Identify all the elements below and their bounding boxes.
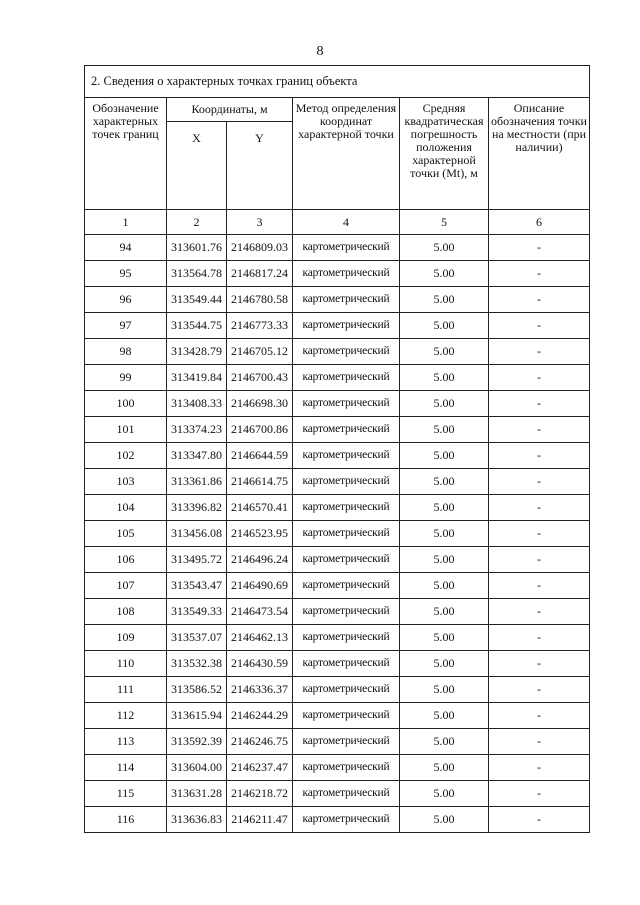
y-coordinate-cell: 2146237.47 [227,755,293,781]
y-coordinate-cell: 2146473.54 [227,599,293,625]
description-cell: - [489,625,590,651]
x-coordinate-cell: 313549.33 [167,599,227,625]
x-coordinate-cell: 313495.72 [167,547,227,573]
table-row [85,677,590,703]
point-name-cell: 109 [85,625,167,651]
method-cell: картометрический [293,599,400,625]
table-row [85,781,590,807]
error-cell: 5.00 [400,365,489,391]
x-coordinate-cell: 313408.33 [167,391,227,417]
y-coordinate-cell: 2146644.59 [227,443,293,469]
description-cell: - [489,729,590,755]
column-number: 5 [400,210,489,235]
description-cell: - [489,677,590,703]
table-row [85,755,590,781]
table-row [85,287,590,313]
column-number: 6 [489,210,590,235]
error-cell: 5.00 [400,417,489,443]
description-cell: - [489,703,590,729]
error-cell: 5.00 [400,651,489,677]
point-name-cell: 95 [85,261,167,287]
table-row [85,703,590,729]
point-name-cell: 115 [85,781,167,807]
method-cell: картометрический [293,287,400,313]
description-cell: - [489,781,590,807]
method-cell: картометрический [293,495,400,521]
table-row [85,495,590,521]
method-cell: картометрический [293,469,400,495]
error-cell: 5.00 [400,521,489,547]
y-coordinate-cell: 2146698.30 [227,391,293,417]
description-cell: - [489,755,590,781]
table-row [85,521,590,547]
x-coordinate-cell: 313549.44 [167,287,227,313]
table-row [85,807,590,833]
error-cell: 5.00 [400,261,489,287]
y-coordinate-cell: 2146780.58 [227,287,293,313]
error-cell: 5.00 [400,495,489,521]
table-row [85,365,590,391]
error-cell: 5.00 [400,807,489,833]
x-coordinate-cell: 313374.23 [167,417,227,443]
y-coordinate-cell: 2146244.29 [227,703,293,729]
point-name-cell: 105 [85,521,167,547]
error-cell: 5.00 [400,729,489,755]
point-name-cell: 97 [85,313,167,339]
error-cell: 5.00 [400,313,489,339]
method-cell: картометрический [293,339,400,365]
description-cell: - [489,365,590,391]
table-row [85,573,590,599]
x-coordinate-cell: 313456.08 [167,521,227,547]
x-coordinate-cell: 313361.86 [167,469,227,495]
x-coordinate-cell: 313615.94 [167,703,227,729]
y-coordinate-cell: 2146705.12 [227,339,293,365]
x-coordinate-cell: 313544.75 [167,313,227,339]
y-coordinate-cell: 2146246.75 [227,729,293,755]
y-coordinate-cell: 2146700.43 [227,365,293,391]
error-cell: 5.00 [400,391,489,417]
description-cell: - [489,235,590,261]
point-name-cell: 108 [85,599,167,625]
x-coordinate-cell: 313532.38 [167,651,227,677]
point-name-cell: 113 [85,729,167,755]
table-row [85,261,590,287]
boundary-points-table [84,65,590,833]
table-row [85,339,590,365]
header-error: Средняя квадратическая погрешность положения характерной точки (Mt), м [400,98,489,210]
column-numbers-row [85,210,590,235]
error-cell: 5.00 [400,573,489,599]
point-name-cell: 98 [85,339,167,365]
header-coordinates: Координаты, м [167,98,293,122]
x-coordinate-cell: 313419.84 [167,365,227,391]
point-name-cell: 106 [85,547,167,573]
description-cell: - [489,287,590,313]
error-cell: 5.00 [400,755,489,781]
y-coordinate-cell: 2146773.33 [227,313,293,339]
method-cell: картометрический [293,625,400,651]
method-cell: картометрический [293,781,400,807]
error-cell: 5.00 [400,287,489,313]
y-coordinate-cell: 2146336.37 [227,677,293,703]
method-cell: картометрический [293,703,400,729]
page-number: 8 [316,44,324,59]
point-name-cell: 107 [85,573,167,599]
x-coordinate-cell: 313636.83 [167,807,227,833]
y-coordinate-cell: 2146817.24 [227,261,293,287]
y-coordinate-cell: 2146570.41 [227,495,293,521]
method-cell: картометрический [293,755,400,781]
y-coordinate-cell: 2146523.95 [227,521,293,547]
error-cell: 5.00 [400,235,489,261]
error-cell: 5.00 [400,339,489,365]
x-coordinate-cell: 313396.82 [167,495,227,521]
table-row [85,469,590,495]
x-coordinate-cell: 313428.79 [167,339,227,365]
x-coordinate-cell: 313543.47 [167,573,227,599]
method-cell: картометрический [293,651,400,677]
description-cell: - [489,573,590,599]
table-row [85,599,590,625]
y-coordinate-cell: 2146211.47 [227,807,293,833]
table-row [85,417,590,443]
x-coordinate-cell: 313592.39 [167,729,227,755]
x-coordinate-cell: 313347.80 [167,443,227,469]
y-coordinate-cell: 2146218.72 [227,781,293,807]
description-cell: - [489,443,590,469]
header-point-name: Обозначение характерных точек границ [85,98,167,210]
table-row [85,235,590,261]
point-name-cell: 114 [85,755,167,781]
method-cell: картометрический [293,443,400,469]
method-cell: картометрический [293,417,400,443]
method-cell: картометрический [293,547,400,573]
y-coordinate-cell: 2146490.69 [227,573,293,599]
table-row [85,313,590,339]
table-row [85,443,590,469]
header-method: Метод определения координат характерной точки [293,98,400,210]
point-name-cell: 102 [85,443,167,469]
table-row [85,391,590,417]
method-cell: картометрический [293,677,400,703]
x-coordinate-cell: 313564.78 [167,261,227,287]
error-cell: 5.00 [400,625,489,651]
column-number: 2 [167,210,227,235]
y-coordinate-cell: 2146496.24 [227,547,293,573]
x-coordinate-cell: 313631.28 [167,781,227,807]
description-cell: - [489,599,590,625]
y-coordinate-cell: 2146700.86 [227,417,293,443]
point-name-cell: 100 [85,391,167,417]
description-cell: - [489,417,590,443]
x-coordinate-cell: 313601.76 [167,235,227,261]
header-y: Y [227,122,293,210]
description-cell: - [489,339,590,365]
point-name-cell: 101 [85,417,167,443]
description-cell: - [489,261,590,287]
y-coordinate-cell: 2146809.03 [227,235,293,261]
error-cell: 5.00 [400,599,489,625]
description-cell: - [489,469,590,495]
header-row-1 [85,98,590,122]
description-cell: - [489,521,590,547]
column-number: 4 [293,210,400,235]
y-coordinate-cell: 2146462.13 [227,625,293,651]
table-row [85,651,590,677]
point-name-cell: 111 [85,677,167,703]
description-cell: - [489,807,590,833]
point-name-cell: 104 [85,495,167,521]
x-coordinate-cell: 313586.52 [167,677,227,703]
header-description: Описание обозначения точки на местности (при наличии) [489,98,590,210]
error-cell: 5.00 [400,703,489,729]
method-cell: картометрический [293,365,400,391]
method-cell: картометрический [293,573,400,599]
column-number: 3 [227,210,293,235]
error-cell: 5.00 [400,781,489,807]
description-cell: - [489,313,590,339]
column-number: 1 [85,210,167,235]
error-cell: 5.00 [400,443,489,469]
section-title-row [85,66,590,98]
error-cell: 5.00 [400,547,489,573]
error-cell: 5.00 [400,469,489,495]
point-name-cell: 94 [85,235,167,261]
description-cell: - [489,391,590,417]
point-name-cell: 99 [85,365,167,391]
header-x: X [167,122,227,210]
point-name-cell: 96 [85,287,167,313]
table-row [85,547,590,573]
method-cell: картометрический [293,807,400,833]
y-coordinate-cell: 2146430.59 [227,651,293,677]
x-coordinate-cell: 313537.07 [167,625,227,651]
point-name-cell: 116 [85,807,167,833]
table-row [85,625,590,651]
point-name-cell: 103 [85,469,167,495]
method-cell: картометрический [293,391,400,417]
point-name-cell: 112 [85,703,167,729]
point-name-cell: 110 [85,651,167,677]
method-cell: картометрический [293,261,400,287]
table-row [85,729,590,755]
description-cell: - [489,651,590,677]
method-cell: картометрический [293,313,400,339]
y-coordinate-cell: 2146614.75 [227,469,293,495]
method-cell: картометрический [293,521,400,547]
description-cell: - [489,495,590,521]
method-cell: картометрический [293,235,400,261]
method-cell: картометрический [293,729,400,755]
error-cell: 5.00 [400,677,489,703]
description-cell: - [489,547,590,573]
x-coordinate-cell: 313604.00 [167,755,227,781]
section-title: 2. Сведения о характерных точках границ объекта [85,66,590,98]
